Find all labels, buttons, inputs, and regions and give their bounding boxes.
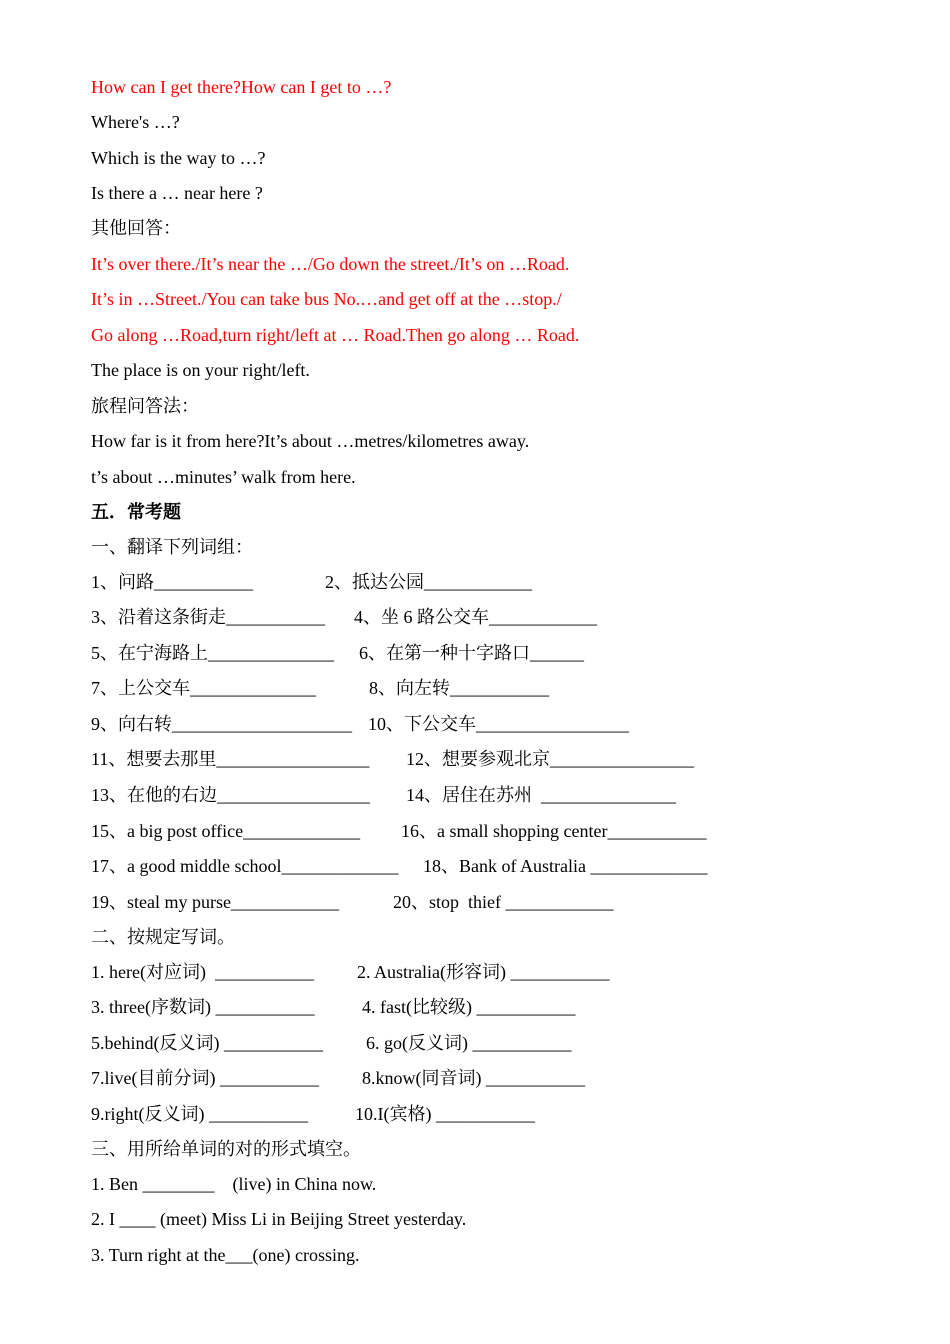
translate-item-1: 1、问路___________ (91, 572, 253, 592)
word-item-9: 9.right(反义词) ___________ (91, 1104, 308, 1124)
part3-heading: 三、用所给单词的对的形式填空。 (91, 1139, 361, 1159)
translate-item-4: 4、坐 6 路公交车____________ (354, 607, 597, 627)
answer-line-1: It’s over there./It’s near the …/Go down the street./It’s on …Road. (91, 254, 570, 274)
word-item-8: 8.know(同音词) ___________ (362, 1068, 585, 1088)
part2-heading: 二、按规定写词。 (91, 927, 235, 947)
translate-item-15: 15、a big post office_____________ (91, 821, 361, 841)
translate-item-18: 18、Bank of Australia _____________ (423, 856, 708, 876)
word-item-6: 6. go(反义词) ___________ (366, 1033, 572, 1053)
answer-line-3: Go along …Road,turn right/left at … Road.Then go along … Road. (91, 325, 580, 345)
translate-item-6: 6、在第一种十字路口______ (359, 643, 584, 663)
translate-item-5: 5、在宁海路上______________ (91, 643, 334, 663)
translate-item-9: 9、向右转____________________ (91, 714, 352, 734)
ask-way-line-4: Is there a … near here ? (91, 183, 263, 203)
ask-way-line-3: Which is the way to …? (91, 148, 266, 168)
translate-item-10: 10、下公交车_________________ (368, 714, 629, 734)
translate-item-20: 20、stop thief ____________ (393, 892, 614, 912)
answer-line-4: The place is on your right/left. (91, 360, 310, 380)
journey-line-1: How far is it from here?It’s about …metres/kilometres away. (91, 431, 530, 451)
other-answers-heading: 其他回答： (91, 218, 181, 238)
translate-item-11: 11、想要去那里_________________ (91, 749, 370, 769)
fill-item-1: 1. Ben ________ (live) in China now. (91, 1174, 377, 1194)
translate-item-19: 19、steal my purse____________ (91, 892, 339, 912)
word-item-1: 1. here(对应词) ___________ (91, 962, 314, 982)
ask-way-line-1: How can I get there?How can I get to …? (91, 77, 392, 97)
section-title: 五．常考题 (91, 502, 181, 522)
word-item-4: 4. fast(比较级) ___________ (362, 997, 576, 1017)
translate-item-8: 8、向左转___________ (369, 678, 549, 698)
translate-item-2: 2、抵达公园____________ (325, 572, 532, 592)
word-item-10: 10.I(宾格) ___________ (355, 1104, 535, 1124)
part1-heading: 一、翻译下列词组： (91, 537, 253, 557)
translate-item-16: 16、a small shopping center___________ (401, 821, 707, 841)
translate-item-7: 7、上公交车______________ (91, 678, 316, 698)
word-item-2: 2. Australia(形容词) ___________ (357, 962, 610, 982)
answer-line-2: It’s in …Street./You can take bus No.…and get off at the …stop./ (91, 289, 562, 309)
word-item-3: 3. three(序数词) ___________ (91, 997, 315, 1017)
translate-item-3: 3、沿着这条街走___________ (91, 607, 325, 627)
fill-item-3: 3. Turn right at the___(one) crossing. (91, 1245, 360, 1265)
translate-item-17: 17、a good middle school_____________ (91, 856, 399, 876)
journey-heading: 旅程问答法： (91, 396, 199, 416)
translate-item-14: 14、居住在苏州 _______________ (406, 785, 676, 805)
journey-line-2: t’s about …minutes’ walk from here. (91, 467, 356, 487)
translate-item-12: 12、想要参观北京________________ (406, 749, 694, 769)
word-item-5: 5.behind(反义词) ___________ (91, 1033, 323, 1053)
word-item-7: 7.live(目前分词) ___________ (91, 1068, 319, 1088)
translate-item-13: 13、在他的右边_________________ (91, 785, 370, 805)
fill-item-2: 2. I ____ (meet) Miss Li in Beijing Street yesterday. (91, 1209, 467, 1229)
ask-way-line-2: Where's …? (91, 112, 180, 132)
